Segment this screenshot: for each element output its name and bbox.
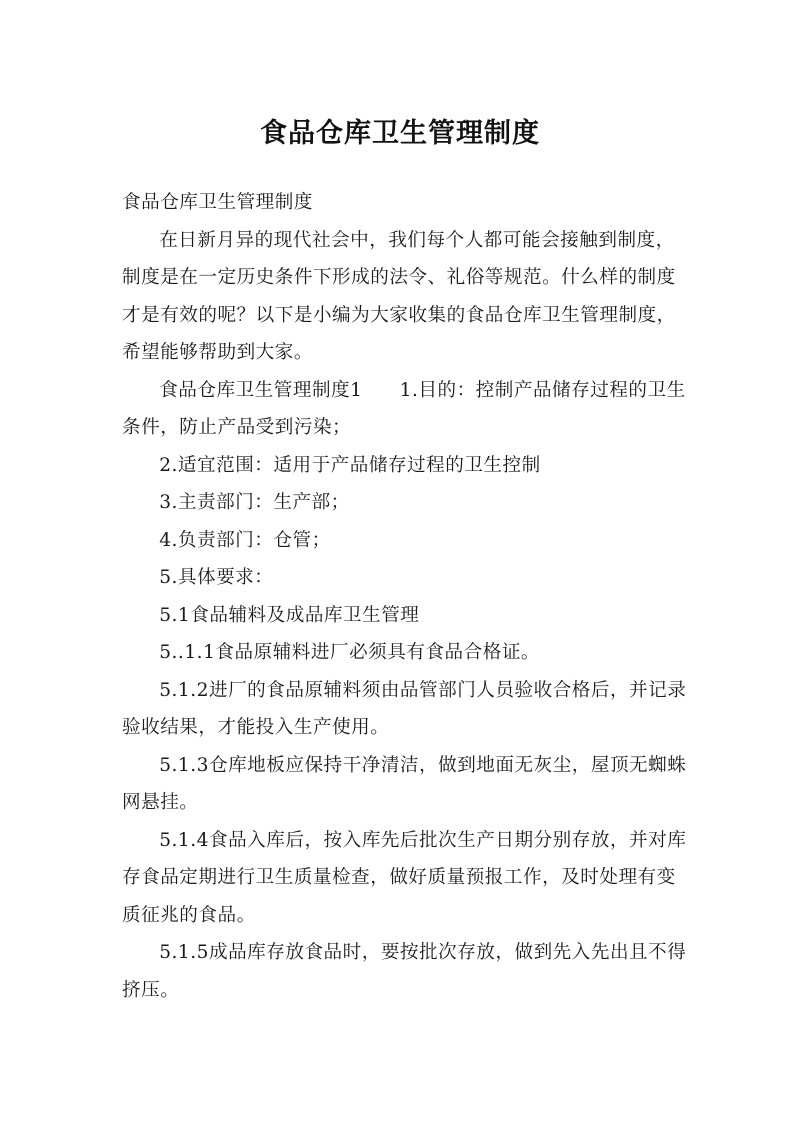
intro-paragraph: 在日新月异的现代社会中，我们每个人都可能会接触到制度，制度是在一定历史条件下形成的法令、礼俗等规范。什么样的制度才是有效的呢？以下是小编为大家收集的食品仓库卫生管理制度，希望能够帮助到大家。: [122, 229, 676, 363]
section-1-paragraph: [122, 372, 688, 447]
responsible-department-paragraph: 4.负责部门：仓管；: [159, 529, 331, 551]
document-title: 食品仓库卫生管理制度: [260, 118, 540, 150]
subsection-5-1-heading: 5.1食品辅料及成品库卫生管理: [159, 604, 420, 626]
scope-paragraph: 2.适宜范围：适用于产品储存过程的卫生控制: [159, 454, 541, 476]
purpose-text: 1.目的：控制产品储存过程的卫生条件，防止产品受到污染；: [122, 379, 686, 438]
item-5-1-3: 5.1.3仓库地板应保持干净清洁，做到地面无灰尘，屋顶无蜘蛛网悬挂。: [122, 754, 687, 813]
main-department-paragraph: 3.主责部门：生产部；: [159, 492, 350, 513]
item-5-1-2: 5.1.2进厂的食品原辅料须由品管部门人员验收合格后，并记录验收结果，才能投入生产使用。: [122, 679, 687, 738]
requirements-heading: 5.具体要求：: [159, 567, 274, 588]
document-body: [122, 184, 688, 1009]
section-heading: 食品仓库卫生管理制度: [122, 192, 313, 213]
item-5-1-1: 5..1.1食品原辅料进厂必须具有食品合格证。: [159, 642, 541, 663]
item-5-1-5: 5.1.5成品库存放食品时，要按批次存放，做到先入先出且不得挤压。: [122, 942, 687, 1001]
item-5-1-4: 5.1.4食品入库后，按入库先后批次生产日期分别存放，并对库存食品定期进行卫生质量检查，做好质量预报工作，及时处理有变质征兆的食品。: [122, 829, 687, 926]
section-1-heading: 食品仓库卫生管理制度1: [159, 379, 363, 401]
